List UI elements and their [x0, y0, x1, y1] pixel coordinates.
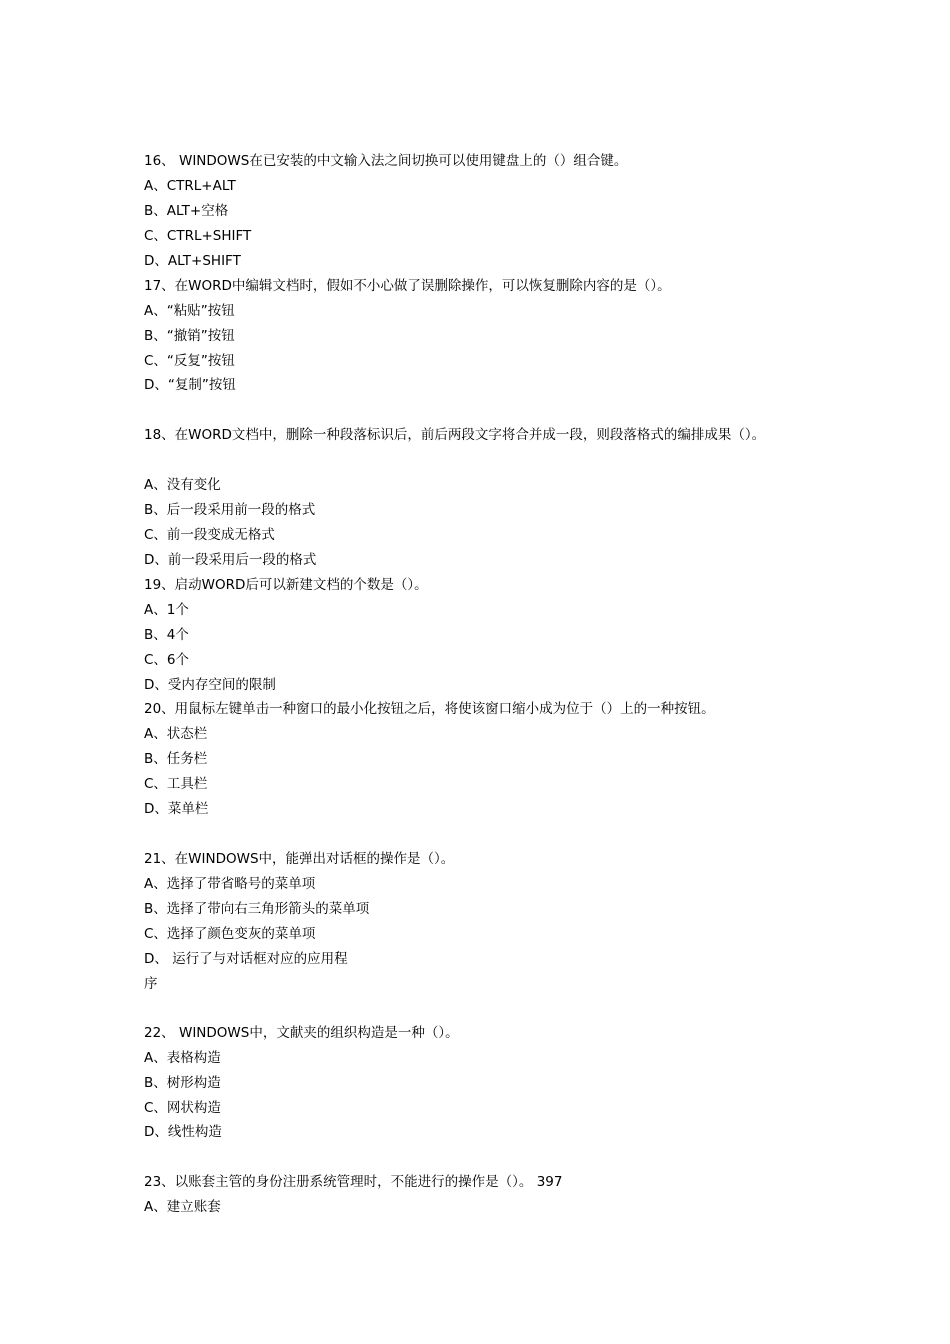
q22-option-b: B、树形构造: [144, 1075, 221, 1091]
q20-option-d: D、菜单栏: [144, 801, 209, 817]
q17-option-d: D、“复制”按钮: [144, 377, 236, 393]
q21-option-a: A、选择了带省略号的菜单项: [144, 876, 316, 892]
q19-option-c: C、6个: [144, 652, 190, 668]
q19-option-b: B、4个: [144, 627, 189, 643]
q21-option-d: D、 运行了与对话框对应的应用程: [144, 951, 348, 967]
q21-option-c: C、选择了颜色变灰的菜单项: [144, 926, 316, 942]
q18-option-b: B、后一段采用前一段的格式: [144, 502, 316, 518]
question-16-text: 16、 WINDOWS在已安装的中文输入法之间切换可以使用键盘上的（）组合键。: [144, 153, 628, 169]
q17-option-a: A、“粘贴”按钮: [144, 303, 235, 319]
q21-option-d-continuation: 序: [144, 976, 158, 992]
question-20-text: 20、用鼠标左键单击一种窗口的最小化按钮之后，将使该窗口缩小成为位于（）上的一种按钮。: [144, 701, 715, 717]
q20-option-c: C、工具栏: [144, 776, 208, 792]
q19-option-d: D、受内存空间的限制: [144, 677, 276, 693]
q22-option-c: C、网状构造: [144, 1100, 221, 1116]
q16-option-d: D、ALT+SHIFT: [144, 253, 241, 269]
q16-option-b: B、ALT+空格: [144, 203, 229, 219]
q16-option-c: C、CTRL+SHIFT: [144, 228, 252, 244]
question-22-text: 22、 WINDOWS中，文献夹的组织构造是一种（）。: [144, 1025, 459, 1041]
question-21-text: 21、在WINDOWS中，能弹出对话框的操作是（）。: [144, 851, 455, 867]
q22-option-d: D、线性构造: [144, 1124, 222, 1140]
q23-option-a: A、建立账套: [144, 1199, 221, 1215]
q16-option-a: A、CTRL+ALT: [144, 178, 236, 194]
question-17-text: 17、在WORD中编辑文档时，假如不小心做了误删除操作，可以恢复删除内容的是（）。: [144, 278, 671, 294]
q18-option-a: A、没有变化: [144, 477, 221, 493]
question-18-text: 18、在WORD文档中，删除一种段落标识后，前后两段文字将合并成一段，则段落格式的编排成果（）。: [144, 427, 766, 443]
q17-option-c: C、“反复”按钮: [144, 353, 235, 369]
question-23-text: 23、以账套主管的身份注册系统管理时，不能进行的操作是（）。 397: [144, 1174, 563, 1190]
q21-option-b: B、选择了带向右三角形箭头的菜单项: [144, 901, 370, 917]
q20-option-b: B、任务栏: [144, 751, 208, 767]
q17-option-b: B、“撤销”按钮: [144, 328, 235, 344]
q18-option-c: C、前一段变成无格式: [144, 527, 275, 543]
q19-option-a: A、1个: [144, 602, 189, 618]
q22-option-a: A、表格构造: [144, 1050, 221, 1066]
q18-option-d: D、前一段采用后一段的格式: [144, 552, 317, 568]
question-19-text: 19、启动WORD后可以新建文档的个数是（）。: [144, 577, 428, 593]
q20-option-a: A、状态栏: [144, 726, 208, 742]
